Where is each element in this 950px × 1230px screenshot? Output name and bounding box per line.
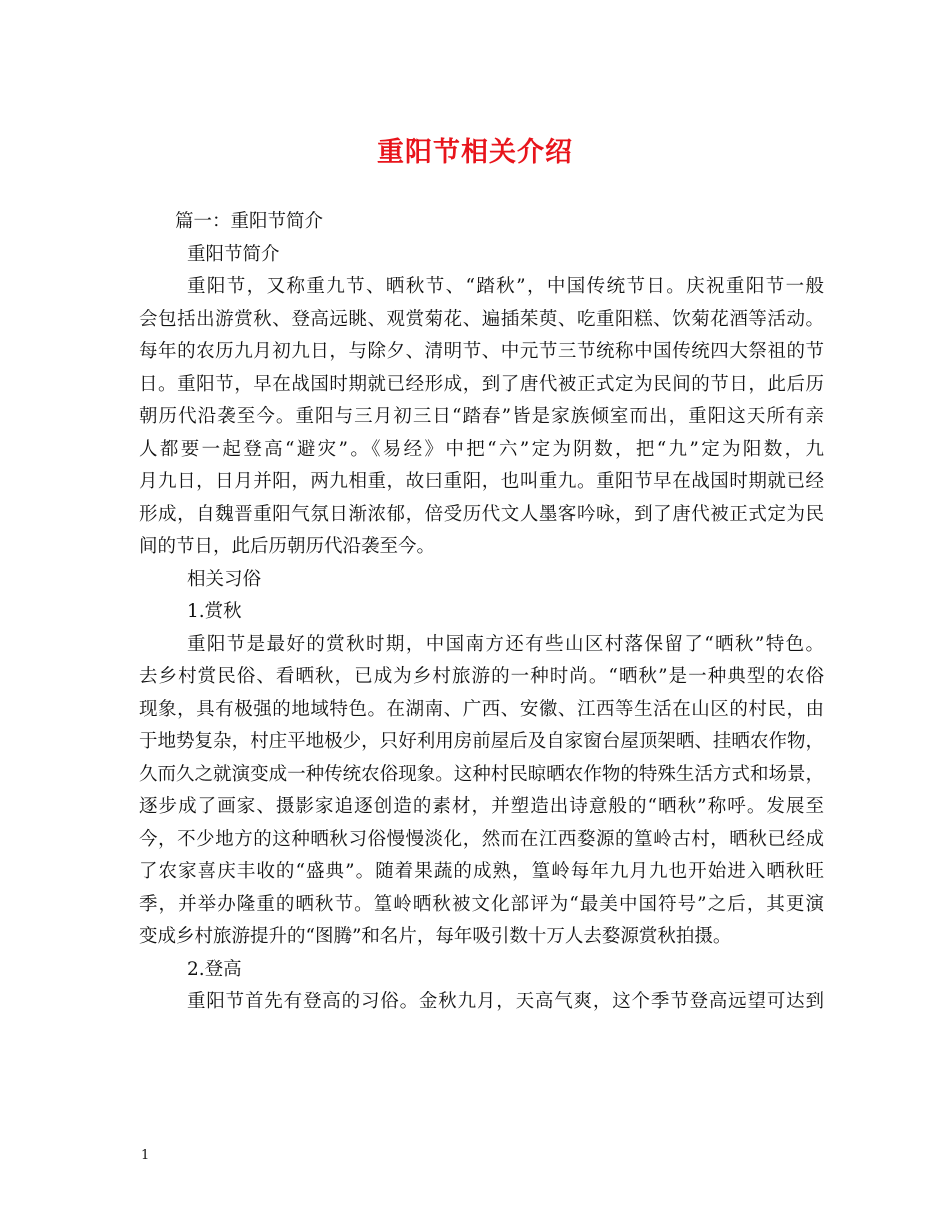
paragraph-line: 形成，自魏晋重阳气氛日渐浓郁，倍受历代文人墨客吟咏，到了唐代被正式定为民 [139,503,824,525]
paragraph-line: 会包括出游赏秋、登高远眺、观赏菊花、遍插茱萸、吃重阳糕、饮菊花酒等活动。 [139,308,824,330]
document-title: 重阳节相关介绍 [377,137,573,168]
document-body [139,206,824,1019]
page-number: 1 [141,1148,150,1163]
paragraph-line: 逐步成了画家、摄影家追逐创造的素材，并塑造出诗意般的“晒秋”称呼。发展至 [139,796,824,817]
subsection-heading: 相关习俗 [187,568,262,590]
paragraph-line: 每年的农历九月初九日，与除夕、清明节、中元节三节统称中国传统四大祭祖的节 [139,341,824,362]
section-heading: 篇一：重阳节简介 [175,211,324,232]
paragraph-line: 重阳节首先有登高的习俗。金秋九月，天高气爽，这个季节登高远望可达到 [187,991,824,1012]
paragraph-line: 重阳节，又称重九节、晒秋节、“踏秋”，中国传统节日。庆祝重阳节一般 [187,276,824,297]
paragraph-line: 人都要一起登高“避灾”。《易经》中把“六”定为阴数，把“九”定为阳数，九 [139,438,824,460]
paragraph-line: 间的节日，此后历朝历代沿袭至今。 [139,536,436,557]
item-heading: 1.赏秋 [187,601,242,622]
subsection-heading: 重阳节简介 [187,243,280,265]
paragraph-line: 今，不少地方的这种晒秋习俗慢慢淡化，然而在江西婺源的篁岭古村，晒秋已经成 [139,828,824,850]
paragraph-line: 久而久之就演变成一种传统农俗现象。这种村民晾晒农作物的特殊生活方式和场景， [139,763,824,785]
paragraph-line: 季，并举办隆重的晒秋节。篁岭晒秋被文化部评为“最美中国符号”之后，其更演 [139,893,824,915]
paragraph-line: 于地势复杂，村庄平地极少，只好利用房前屋后及自家窗台屋顶架晒、挂晒农作物， [139,731,824,752]
paragraph-line: 变成乡村旅游提升的“图腾”和名片，每年吸引数十万人去婺源赏秋拍摄。 [139,926,732,947]
paragraph-line: 了农家喜庆丰收的“盛典”。随着果蔬的成熟，篁岭每年九月九也开始进入晒秋旺 [139,861,824,882]
paragraph-line: 月九日，日月并阳，两九相重，故曰重阳，也叫重九。重阳节早在战国时期就已经 [139,471,824,492]
paragraph-line: 朝历代沿袭至今。重阳与三月初三日“踏春”皆是家族倾室而出，重阳这天所有亲 [139,406,824,427]
paragraph-line: 日。重阳节，早在战国时期就已经形成，到了唐代被正式定为民间的节日，此后历 [139,373,824,395]
paragraph-line: 重阳节是最好的赏秋时期，中国南方还有些山区村落保留了“晒秋”特色。 [187,633,824,655]
paragraph-line: 现象，具有极强的地域特色。在湖南、广西、安徽、江西等生活在山区的村民，由 [139,698,824,720]
item-heading: 2.登高 [187,958,242,980]
paragraph-line: 去乡村赏民俗、看晒秋，已成为乡村旅游的一种时尚。“晒秋”是一种典型的农俗 [139,666,824,687]
